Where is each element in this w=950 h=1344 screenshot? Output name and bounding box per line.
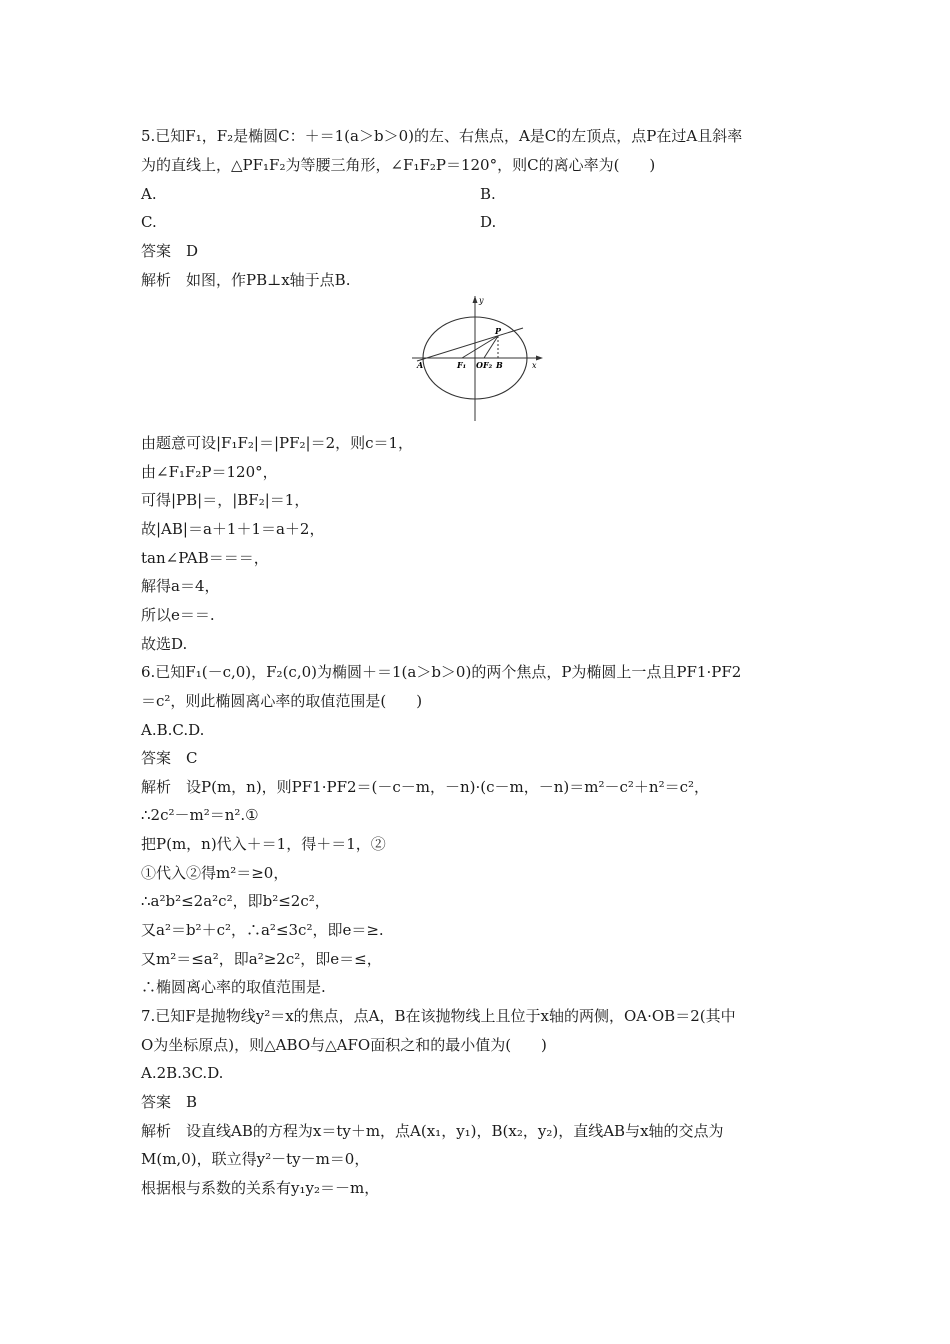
- solution-6-line-1: 解析 设P(m，n)，则PF1·PF2＝(－c－m，－n)·(c－m，－n)＝m²－c²＋n²＝c²，: [141, 778, 710, 796]
- solution-5-line-2: 由∠F₁F₂P＝120°，: [141, 463, 278, 481]
- answer-5: 答案 D: [141, 242, 199, 260]
- line-through-a: [417, 328, 523, 361]
- answer-6: 答案 C: [141, 749, 198, 767]
- solution-5-line-6: 解得a＝4，: [141, 577, 220, 595]
- solution-7-line-2: M(m,0)，联立得y²－ty－m＝0，: [141, 1150, 370, 1168]
- solution-6-line-8: ∴椭圆离心率的取值范围是.: [141, 978, 326, 996]
- solution-7-line-3: 根据根与系数的关系有y₁y₂＝－m，: [141, 1179, 380, 1197]
- problem-6-options: A.B.C.D.: [141, 721, 205, 739]
- ellipse-figure: [408, 294, 548, 424]
- solution-6-line-6: 又a²＝b²＋c²，∴a²≤3c²，即e＝≥.: [141, 921, 384, 939]
- solution-6-line-7: 又m²＝≤a²，即a²≥2c²，即e＝≤，: [141, 950, 382, 968]
- point-o-label: O: [476, 360, 483, 370]
- point-b-label: B: [496, 360, 503, 370]
- solution-5-intro: 解析 如图，作PB⊥x轴于点B.: [141, 271, 351, 289]
- option-c: C.: [141, 213, 157, 231]
- option-b: B.: [480, 185, 496, 203]
- point-f2-label: F₂: [483, 360, 493, 370]
- problem-6-line-1: 6.已知F₁(－c,0)，F₂(c,0)为椭圆＋＝1(a＞b＞0)的两个焦点，P为椭圆上一点且PF1·PF2: [141, 663, 742, 681]
- solution-6-line-3: 把P(m，n)代入＋＝1，得＋＝1，②: [141, 835, 386, 853]
- option-d: D.: [480, 213, 497, 231]
- solution-5-line-7: 所以e＝＝.: [141, 606, 215, 624]
- solution-5-line-1: 由题意可设|F₁F₂|＝|PF₂|＝2，则c＝1，: [141, 434, 414, 452]
- problem-5-line-2: 为的直线上，△PF₁F₂为等腰三角形，∠F₁F₂P＝120°，则C的离心率为( ): [141, 156, 656, 174]
- problem-7-line-2: O为坐标原点)，则△ABO与△AFO面积之和的最小值为( ): [141, 1036, 547, 1054]
- point-f1-label: F₁: [457, 360, 467, 370]
- solution-5-line-3: 可得|PB|＝，|BF₂|＝1，: [141, 491, 310, 509]
- solution-5-line-4: 故|AB|＝a＋1＋1＝a＋2，: [141, 520, 325, 538]
- answer-7: 答案 B: [141, 1093, 198, 1111]
- solution-7-line-1: 解析 设直线AB的方程为x＝ty＋m，点A(x₁，y₁)，B(x₂，y₂)，直线AB与x轴的交点为: [141, 1122, 724, 1140]
- y-axis-arrow: [473, 296, 478, 303]
- problem-7-options: A.2B.3C.D.: [141, 1064, 224, 1082]
- y-axis-label: y: [479, 296, 484, 305]
- solution-6-line-2: ∴2c²－m²＝n².①: [141, 806, 259, 824]
- x-axis-label: x: [532, 361, 537, 370]
- point-a-label: A: [417, 360, 424, 370]
- option-a: A.: [141, 185, 157, 203]
- segment-f1-p: [462, 336, 498, 358]
- problem-6-line-2: ＝c²，则此椭圆离心率的取值范围是( ): [141, 692, 423, 710]
- problem-5-line-1: 5.已知F₁，F₂是椭圆C：＋＝1(a＞b＞0)的左、右焦点，A是C的左顶点，点P在过A且斜率: [141, 127, 743, 145]
- point-p-label: P: [495, 326, 502, 336]
- solution-6-line-4: ①代入②得m²＝≥0，: [141, 864, 289, 882]
- solution-6-line-5: ∴a²b²≤2a²c²，即b²≤2c²，: [141, 892, 330, 910]
- solution-5-line-5: tan∠PAB＝＝＝，: [141, 549, 269, 567]
- problem-7-line-1: 7.已知F是抛物线y²＝x的焦点，点A，B在该抛物线上且位于x轴的两侧，OA·OB＝2(其中: [141, 1007, 736, 1025]
- x-axis-arrow: [536, 356, 543, 361]
- solution-5-line-8: 故选D.: [141, 635, 188, 653]
